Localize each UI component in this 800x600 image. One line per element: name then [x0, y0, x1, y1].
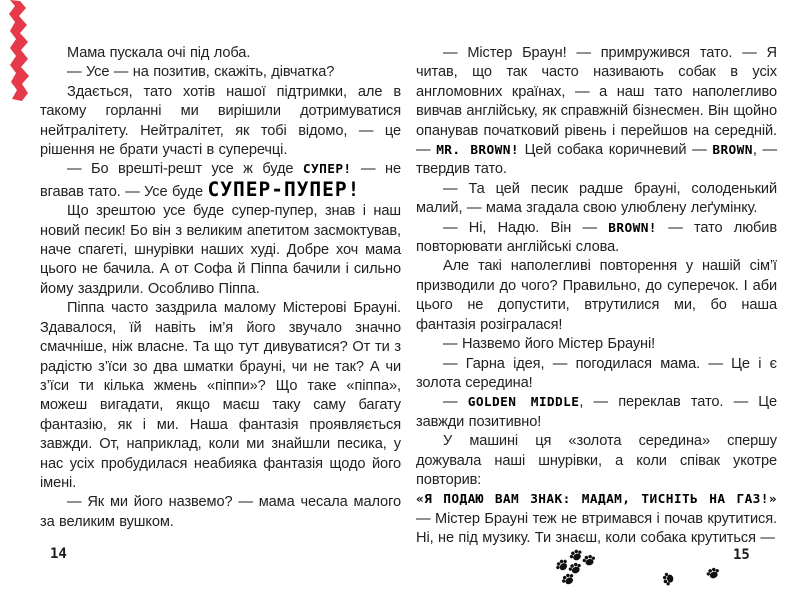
stylized-word: «Я ПОДАЮ ВАМ ЗНАК: МАДАМ, ТИСНІТЬ НА ГАЗ!» — [416, 492, 777, 508]
paragraph: — Гарна ідея, — погодилася мама. — Це і є золота середина! — [416, 355, 777, 391]
left-page-text — [40, 44, 401, 532]
page-number-left: 14 — [50, 546, 67, 562]
paragraph: У машині ця «золота середина» спершу дожувала наші шнурівки, а коли співак укотре повторив: «Я ПОДАЮ ВАМ ЗНАК: МАДАМ, ТИСНІТЬ НА ГАЗ!» — Містер Брауні теж не втримався і почав крутитися. Ні, не під музику. Ти знаєш, коли собака крутиться — — [416, 433, 777, 547]
stylized-word: BROWN — [712, 143, 753, 159]
paw-print-icon — [704, 564, 722, 582]
page-number-right: 15 — [733, 547, 750, 563]
stylized-word: BROWN! — [608, 220, 657, 236]
red-zigzag-ribbon-icon — [8, 0, 30, 102]
paw-print-icon — [581, 552, 598, 569]
paragraph: Але такі наполегливі повторення у нашій сім’ї призводили до чого? Правильно, до суперечок. І аби цього не допустити, втрутилися ми, бо наша фантазія розігралася! — [416, 258, 777, 333]
right-page-text — [416, 44, 777, 549]
paragraph: Піппа часто заздрила малому Містерові Брауні. Здавалося, їй навіть ім’я його звучало значно смачніше, ніж власне. Та що тут дивуватися? От ти з радістю з’їси зо два шматки брауні, чи не так? А чи з’їси ти кілька жмень «піппи»? Що таке «піппа», можеш вигадати, якщо маєш таку саму багату фантазію, як і ми. Наша фантазія проявляється завжди. От, наприклад, коли ми знайшли песика, у нас усіх пробудилася неабияка фантазія щодо його імені. — [40, 300, 401, 491]
paragraph: — Як ми його назвемо? — мама чесала малого за великим вушком. — [40, 494, 401, 530]
paragraph: — Містер Браун! — примружився тато. — Я читав, що так часто називають собак в усіх англомовних країнах, — а наш тато наполегливо вивчав англійську, як справжній бізнесмен. Він щойно опанував початковий рівень і перейшов на середній. — MR. BROWN! Цей собака коричневий — BROWN, — твердив тато. — [416, 45, 778, 178]
paragraph: — GOLDEN MIDDLE, — переклав тато. — Це завжди позитивно! — [416, 394, 777, 430]
paragraph: — Назвемо його Містер Брауні! — [443, 336, 656, 353]
paw-print-icon — [660, 571, 676, 587]
paragraph: — Бо врешті-решт усе ж буде СУПЕР! — не вгавав тато. — Усе буде СУПЕР-ПУПЕР! — [40, 161, 401, 201]
paragraph: — Ні, Надю. Він — BROWN! — тато любив повторювати англійські слова. — [416, 219, 777, 256]
stylized-word: СУПЕР! — [302, 162, 352, 178]
paragraph: Здається, тато хотів нашої підтримки, але в такому горланні ми вирішили дотримуватися нейтралітету. Нейтралітет, як тобі відомо, — це рішення не брати участі в суперечці. — [40, 83, 401, 159]
stylized-word: СУПЕР-ПУПЕР! — [207, 177, 361, 201]
paragraph: Що зрештою усе буде супер-пупер, знав і наш новий песик! Бо він з великим апетитом засмоктував, наче спагеті, шнурівки наших худі. Добре хоч мама цього не бачила. А от Софа й Піппа бачили і сильно йому заздрили. Особливо Піппа. — [40, 203, 401, 297]
paragraph: — Та цей песик радше брауні, солоденький малий, — мама згадала свою улюблену леґумінку. — [416, 180, 777, 217]
stylized-word: GOLDEN MIDDLE — [467, 395, 580, 411]
paragraph: — Усе — на позитив, скажіть, дівчатка? — [67, 64, 335, 81]
stylized-word: MR. BROWN! — [436, 143, 519, 159]
paragraph: Мама пускала очі під лоба. — [67, 45, 251, 61]
